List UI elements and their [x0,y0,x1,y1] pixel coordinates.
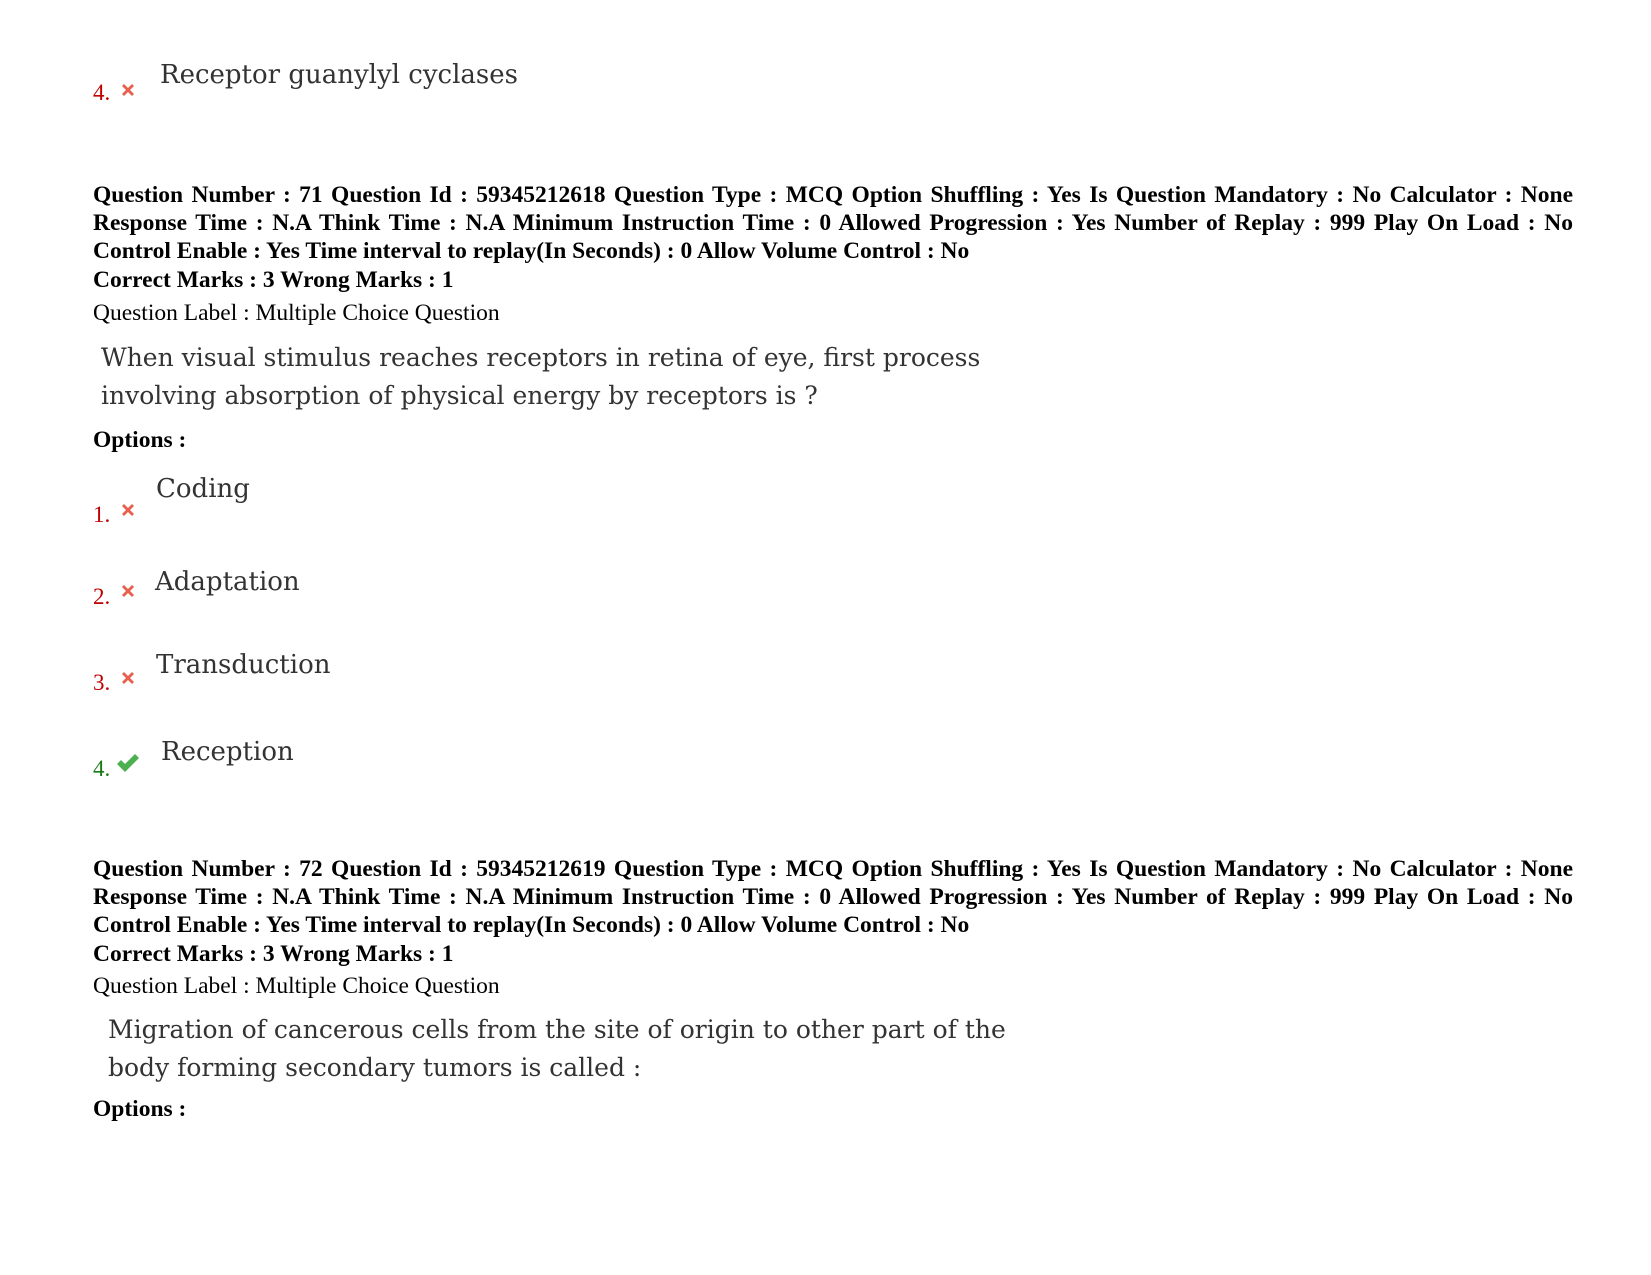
question-text-line: Migration of cancerous cells from the site of origin to other part of the [108,1015,1006,1044]
question-marks: Correct Marks : 3 Wrong Marks : 1 [93,941,454,967]
cross-icon [119,501,137,519]
cross-icon [119,669,137,687]
option-number: 2. [93,584,111,609]
option-number: 1. [93,502,111,527]
option-text: Coding [156,474,250,504]
question-text [101,339,980,415]
options-heading: Options : [93,427,187,453]
option-text: Reception [161,737,294,767]
prev-option-4 [93,80,110,106]
check-icon [115,752,141,774]
cross-icon [119,81,137,99]
question-metadata: Question Number : 72 Question Id : 59345212619 Question Type : MCQ Option Shuffling : Yes Is Question Mandatory : No Calculator : None Response Time : N.A Think Time : N.A Minimum Instruction Time : 0 Allowed Progression : Yes Number of Replay : 999 Play On Load : No Control Enable : Yes Time interval to replay(In Seconds) : 0 Allow Volume Control : No [93,856,1573,938]
cross-icon [119,582,137,600]
question-text [108,1011,1006,1087]
question-marks: Correct Marks : 3 Wrong Marks : 1 [93,267,454,293]
question-label: Question Label : Multiple Choice Question [93,300,500,326]
option-number: 4. [93,80,111,105]
option-number: 3. [93,670,111,695]
option-number: 4. [93,756,111,781]
question-metadata: Question Number : 71 Question Id : 59345212618 Question Type : MCQ Option Shuffling : Yes Is Question Mandatory : No Calculator : None Response Time : N.A Think Time : N.A Minimum Instruction Time : 0 Allowed Progression : Yes Number of Replay : 999 Play On Load : No Control Enable : Yes Time interval to replay(In Seconds) : 0 Allow Volume Control : No [93,182,1573,264]
option-text: Receptor guanylyl cyclases [160,60,518,90]
question-text-line: body forming secondary tumors is called : [108,1053,642,1082]
question-label: Question Label : Multiple Choice Question [93,973,500,999]
option-text: Adaptation [155,567,300,597]
question-text-line: involving absorption of physical energy by receptors is ? [101,381,818,410]
options-heading: Options : [93,1096,187,1122]
option-text: Transduction [156,650,331,680]
question-text-line: When visual stimulus reaches receptors in retina of eye, first process [101,343,981,372]
